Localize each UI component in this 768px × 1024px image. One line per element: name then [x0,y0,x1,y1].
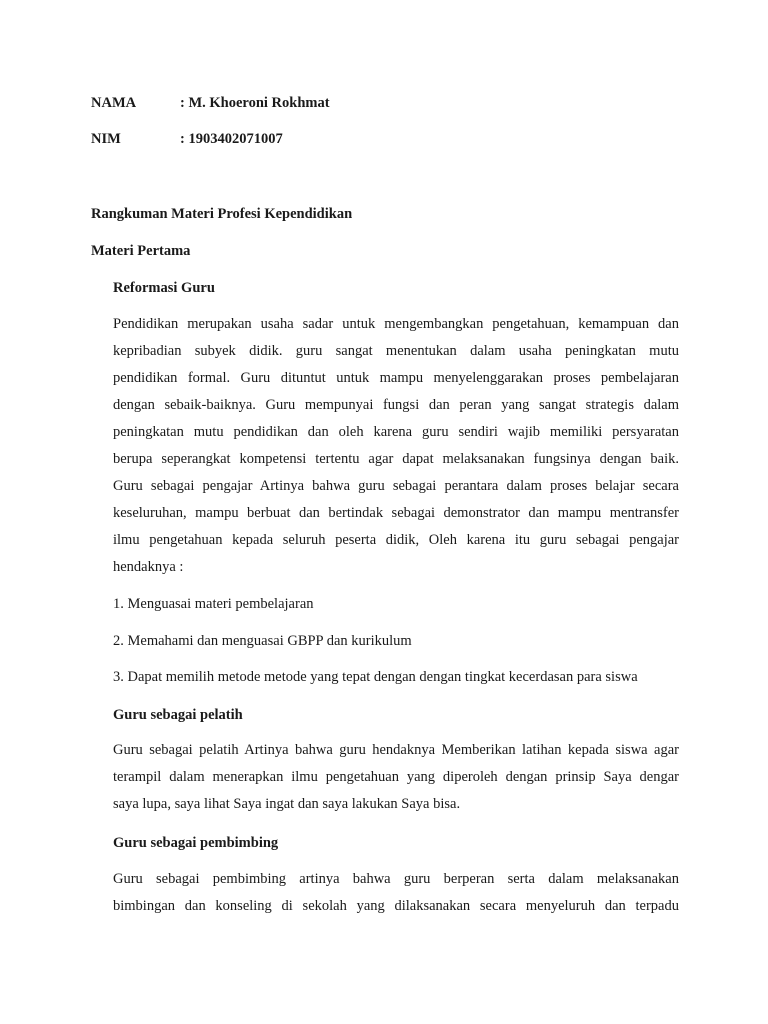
nama-value: : M. Khoeroni Rokhmat [180,95,330,111]
paragraph-line: peningkatan mutu pendidikan dan oleh karena guru sendiri wajib memiliki persyaratan [113,424,679,440]
list-item: 2. Memahami dan menguasai GBPP dan kurikulum [113,633,412,649]
paragraph-line: ilmu pengetahuan kepada seluruh peserta didik, Oleh karena itu guru sebagai pengajar [113,532,679,548]
paragraph-line: bimbingan dan konseling di sekolah yang dilaksanakan secara menyeluruh dan terpadu [113,898,679,914]
document-subtitle: Materi Pertama [91,243,191,259]
nama-label: NAMA [91,95,137,111]
paragraph-line: berupa seperangkat kompetensi tertentu agar dapat melaksanakan fungsinya dengan baik. [113,451,679,467]
list-item: 1. Menguasai materi pembelajaran [113,596,314,612]
nim-label: NIM [91,131,121,147]
nim-value: : 1903402071007 [180,131,283,147]
paragraph-line: dengan sebaik-baiknya. Guru mempunyai fungsi dan peran yang sangat strategis dalam [113,397,679,413]
paragraph-line: Guru sebagai pelatih Artinya bahwa guru hendaknya Memberikan latihan kepada siswa agar [113,742,679,758]
paragraph-line: Guru sebagai pembimbing artinya bahwa guru berperan serta dalam melaksanakan [113,871,679,887]
paragraph-line: keseluruhan, mampu berbuat dan bertindak sebagai demonstrator dan mampu mentransfer [113,505,679,521]
paragraph-line: pendidikan formal. Guru dituntut untuk mampu menyelenggarakan proses pembelajaran [113,370,679,386]
document-title: Rangkuman Materi Profesi Kependidikan [91,206,353,222]
list-item: 3. Dapat memilih metode metode yang tepat dengan dengan tingkat kecerdasan para siswa [113,669,638,685]
section-paragraph-guru-pelatih [113,737,679,818]
section-paragraph-reformasi-guru [113,311,679,581]
paragraph-line: Guru sebagai pengajar Artinya bahwa guru sebagai perantara dalam proses belajar secara [113,478,679,494]
section-heading-reformasi-guru: Reformasi Guru [113,280,215,296]
section-heading-guru-pelatih: Guru sebagai pelatih [113,707,243,723]
paragraph-line: kepribadian subyek didik. guru sangat menentukan dalam usaha peningkatan mutu [113,343,679,359]
section-paragraph-guru-pembimbing [113,866,679,920]
section-heading-guru-pembimbing: Guru sebagai pembimbing [113,835,279,851]
paragraph-line: hendaknya : [113,559,184,575]
paragraph-line: saya lupa, saya lihat Saya ingat dan saya lakukan Saya bisa. [113,796,461,812]
paragraph-line: Pendidikan merupakan usaha sadar untuk mengembangkan pengetahuan, kemampuan dan [113,316,679,332]
paragraph-line: terampil dalam menerapkan ilmu pengetahuan yang diperoleh dengan prinsip Saya dengar [113,769,679,785]
